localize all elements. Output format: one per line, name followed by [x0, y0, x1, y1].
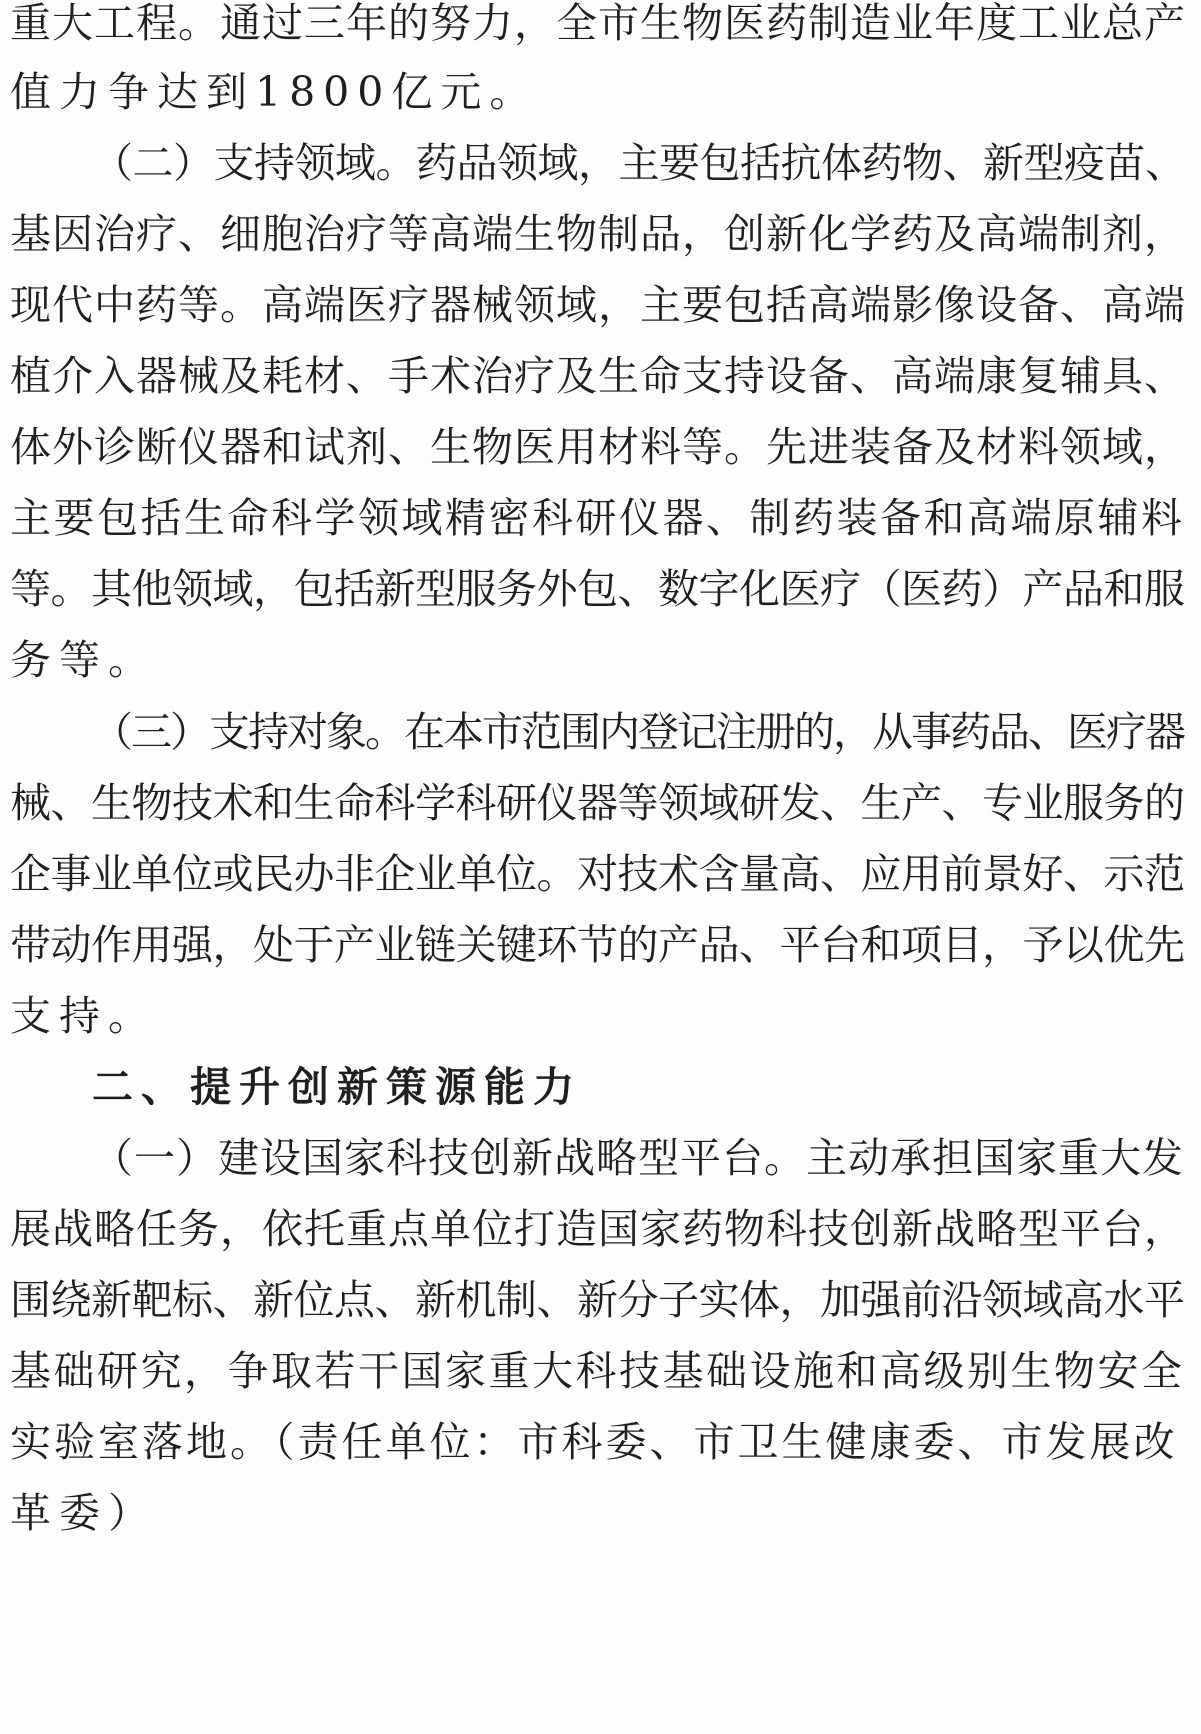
body-text-line: 值力争达到1800亿元。 [10, 68, 539, 116]
body-text-line: 基因治疗、细胞治疗等高端生物制品，创新化学药及高端制剂， [10, 210, 1186, 258]
body-text-line: 械、生物技术和生命科学科研仪器等领域研发、生产、专业服务的 [10, 779, 1185, 827]
body-text-line: 实验室落地。（责任单位：市科委、市卫生健康委、市发展改 [10, 1418, 1178, 1466]
body-text-line: 重大工程。通过三年的努力，全市生物医药制造业年度工业总产 [10, 0, 1186, 47]
body-text-line: 围绕新靶标、新位点、新机制、新分子实体，加强前沿领域高水平 [10, 1276, 1185, 1324]
section-heading: 二、提升创新策源能力 [92, 1063, 582, 1111]
body-text-line: 基础研究，争取若干国家重大科技基础设施和高级别生物安全 [10, 1347, 1185, 1395]
body-text-line: 等。其他领域，包括新型服务外包、数字化医疗（医药）产品和服 [10, 565, 1185, 613]
body-text-line: 现代中药等。高端医疗器械领域，主要包括高端影像设备、高端 [10, 281, 1186, 329]
body-text-line: 支持。 [10, 992, 157, 1040]
body-text-line: 带动作用强，处于产业链关键环节的产品、平台和项目，予以优先 [10, 921, 1185, 969]
body-text-line: 植介入器械及耗材、手术治疗及生命支持设备、高端康复辅具、 [10, 352, 1186, 400]
body-text-line: （三）支持对象。在本市范围内登记注册的，从事药品、医疗器 [92, 708, 1184, 756]
body-text-line: 体外诊断仪器和试剂、生物医用材料等。先进装备及材料领域， [10, 423, 1186, 471]
body-text-line: 企事业单位或民办非企业单位。对技术含量高、应用前景好、示范 [10, 850, 1185, 898]
body-text-line: 务等。 [10, 636, 157, 684]
body-text-line: 展战略任务，依托重点单位打造国家药物科技创新战略型平台， [10, 1205, 1186, 1253]
body-text-line: 主要包括生命科学领域精密科研仪器、制药装备和高端原辅料 [10, 494, 1185, 542]
body-text-line: （一）建设国家科技创新战略型平台。主动承担国家重大发 [92, 1134, 1184, 1182]
body-text-line: （二）支持领域。药品领域，主要包括抗体药物、新型疫苗、 [92, 139, 1186, 187]
body-text-line: 革委） [10, 1489, 157, 1537]
